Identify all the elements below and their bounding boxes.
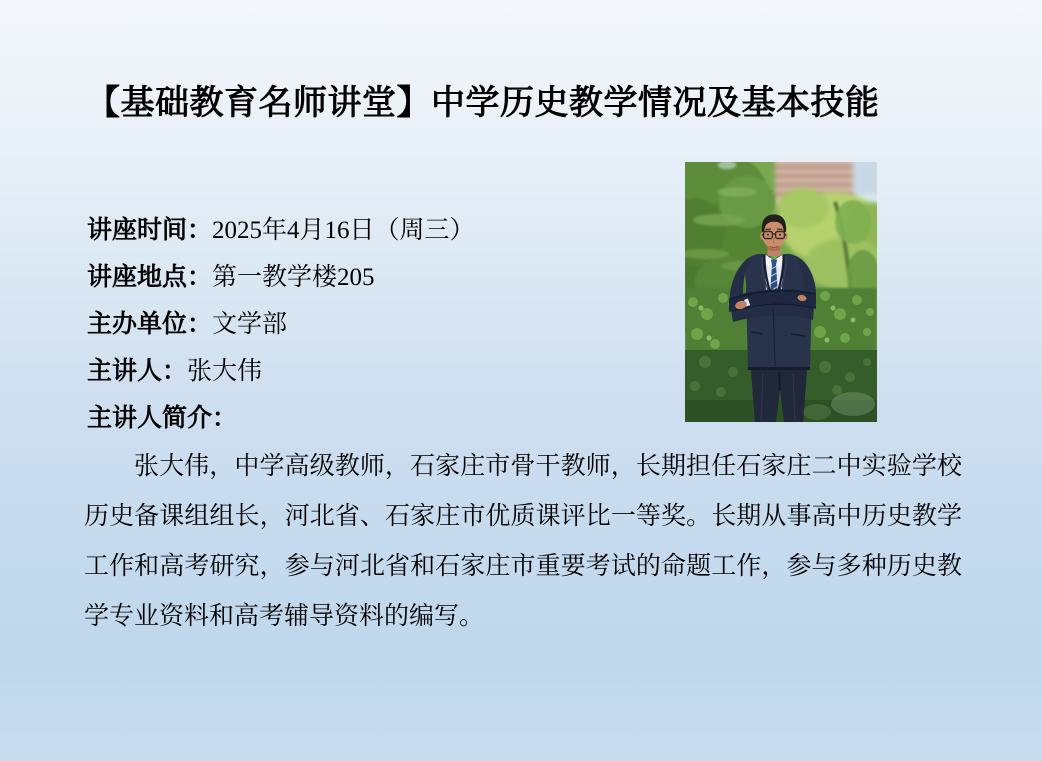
info-value-organizer: 文学部 [212, 311, 288, 338]
info-row-speaker [87, 348, 475, 395]
info-value-time: 2025年4月16日（周三） [212, 217, 475, 244]
lecture-info-list [87, 207, 475, 442]
info-value-location: 第一教学楼205 [212, 264, 375, 291]
info-label-organizer: 主办单位： [87, 311, 213, 338]
info-row-time [87, 207, 475, 254]
info-value-speaker: 张大伟 [187, 358, 263, 385]
info-row-organizer [87, 301, 475, 348]
info-label-bio-heading: 主讲人简介： [87, 405, 238, 432]
info-label-location: 讲座地点： [87, 264, 213, 291]
info-label-time: 讲座时间： [87, 217, 213, 244]
speaker-photo [685, 162, 877, 422]
speaker-portrait-photo [685, 162, 877, 422]
info-label-speaker: 主讲人： [87, 358, 188, 385]
info-row-bio-heading [87, 395, 475, 442]
speaker-bio-paragraph: 张大伟，中学高级教师，石家庄市骨干教师，长期担任石家庄二中实验学校历史备课组组长，河北省、石家庄市优质课评比一等奖。长期从事高中历史教学工作和高考研究，参与河北省和石家庄市重要考试的命题工作，参与多种历史教学专业资料和高考辅导资料的编写。 [84, 453, 962, 630]
page-title: 【基础教育名师讲堂】中学历史教学情况及基本技能 [86, 85, 880, 122]
info-row-location [87, 254, 475, 301]
